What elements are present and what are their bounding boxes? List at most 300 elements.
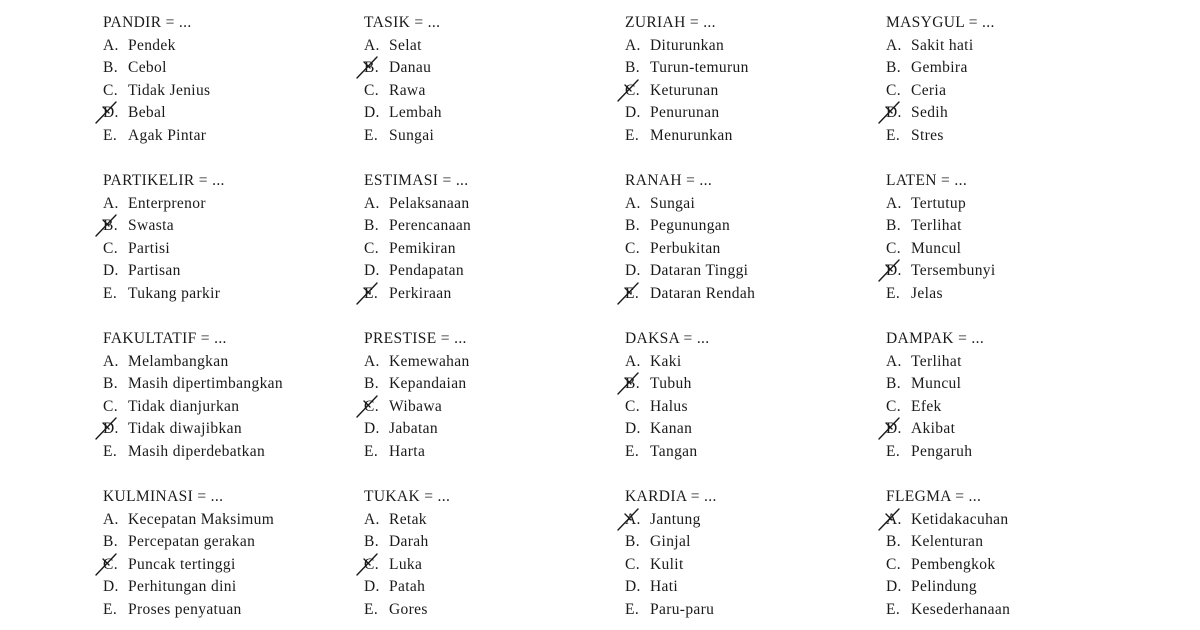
answer-option [625,283,875,306]
answer-option [886,554,1136,577]
answer-option [625,599,875,622]
option-letter [364,418,389,441]
option-letter-text: B. [103,59,118,77]
answer-option [886,193,1136,216]
option-letter [364,509,389,532]
option-text: Luka [389,555,423,573]
option-letter [625,283,650,306]
option-letter-text: E. [625,126,640,144]
question-block [364,170,614,306]
option-letter [886,35,911,58]
question-block [364,328,614,464]
option-letter-text: E. [364,442,379,460]
option-letter [103,193,128,216]
option-text: Kulit [650,555,684,573]
answer-option [364,260,614,283]
option-text: Menurunkan [650,126,733,144]
option-letter-text: D. [103,104,119,122]
answer-option [364,283,614,306]
option-letter-text: D. [364,262,380,280]
option-letter-text: C. [886,81,901,99]
option-text: Retak [389,510,427,528]
answer-option [625,554,875,577]
option-text: Pengaruh [911,442,973,460]
question-word: TASIK = ... [364,14,441,31]
answer-option [364,509,614,532]
option-letter-text: C. [625,239,640,257]
option-text: Gembira [911,59,968,77]
option-text: Tertutup [911,194,967,212]
option-letter [625,441,650,464]
question-block [103,328,353,464]
option-letter-text: D. [625,262,641,280]
option-letter-text: E. [103,442,118,460]
answer-option [364,418,614,441]
option-letter-text: C. [625,397,640,415]
option-letter [886,509,911,532]
option-letter-text: C. [886,239,901,257]
question-block [103,486,353,622]
option-text: Muncul [911,239,962,257]
option-letter [625,35,650,58]
option-text: Sakit hati [911,36,974,54]
question-word: RANAH = ... [625,172,713,189]
option-text: Akibat [911,420,956,438]
option-letter [103,599,128,622]
option-text: Lembah [389,104,442,122]
answer-option [364,238,614,261]
answer-option [103,57,353,80]
answer-option [103,418,353,441]
option-letter [886,102,911,125]
option-letter [886,531,911,554]
option-letter [886,351,911,374]
answer-option [103,396,353,419]
answer-option [886,351,1136,374]
option-text: Perkiraan [389,284,452,302]
answer-option [625,102,875,125]
answer-option [886,396,1136,419]
option-text: Selat [389,36,422,54]
option-letter [886,576,911,599]
option-text: Sungai [650,194,696,212]
answer-option [364,396,614,419]
option-text: Hati [650,578,679,596]
question-word: FAKULTATIF = ... [103,330,227,347]
option-text: Partisan [128,262,181,280]
option-letter [625,80,650,103]
question-word: DAKSA = ... [625,330,710,347]
option-letter [625,193,650,216]
option-letter-text: D. [625,104,641,122]
option-letter-text: A. [364,194,380,212]
option-text: Tidak Jenius [128,81,211,99]
option-letter-text: B. [103,533,118,551]
answer-option [364,441,614,464]
option-text: Enterprenor [128,194,206,212]
question-block [625,170,875,306]
option-text: Terlihat [911,352,962,370]
option-text: Dataran Rendah [650,284,756,302]
option-text: Darah [389,533,429,551]
answer-option [625,80,875,103]
option-text: Jelas [911,284,943,302]
option-letter [625,215,650,238]
option-letter-text: B. [364,375,379,393]
answer-option [625,576,875,599]
answer-option [103,599,353,622]
option-text: Efek [911,397,942,415]
option-letter [364,125,389,148]
option-text: Kepandaian [389,375,467,393]
option-letter-text: C. [886,397,901,415]
option-letter [103,418,128,441]
option-letter [364,193,389,216]
option-letter [364,441,389,464]
answer-option [364,351,614,374]
option-text: Pendapatan [389,262,464,280]
question-block [103,12,353,148]
question-block [886,12,1136,148]
option-letter-text: C. [364,81,379,99]
answer-option [103,238,353,261]
option-letter-text: E. [625,600,640,618]
option-letter [886,418,911,441]
option-letter-text: C. [364,239,379,257]
option-text: Keturunan [650,81,719,99]
question-block [886,170,1136,306]
answer-option [364,599,614,622]
question-word: DAMPAK = ... [886,330,985,347]
option-letter-text: A. [886,510,902,528]
answer-option [886,373,1136,396]
option-letter-text: D. [625,578,641,596]
option-letter [625,260,650,283]
option-letter [364,599,389,622]
option-letter-text: C. [364,555,379,573]
option-letter-text: C. [103,397,118,415]
option-letter-text: A. [364,36,380,54]
option-letter [886,599,911,622]
option-letter-text: B. [103,217,118,235]
option-text: Pembengkok [911,555,996,573]
option-text: Swasta [128,217,175,235]
option-letter [364,373,389,396]
option-text: Muncul [911,375,962,393]
option-letter [886,215,911,238]
question-word: KARDIA = ... [625,488,717,505]
answer-option [886,260,1136,283]
option-letter-text: B. [886,217,901,235]
question-word: PRESTISE = ... [364,330,467,347]
option-letter-text: C. [886,555,901,573]
question-block [625,328,875,464]
answer-option [886,215,1136,238]
option-letter-text: E. [886,600,901,618]
option-letter [625,554,650,577]
answer-option [364,531,614,554]
option-letter-text: C. [625,555,640,573]
answer-option [625,260,875,283]
option-letter-text: C. [625,81,640,99]
option-text: Stres [911,126,944,144]
answer-option [886,283,1136,306]
option-letter [625,418,650,441]
answer-option [625,418,875,441]
option-letter-text: D. [103,578,119,596]
answer-option [364,35,614,58]
question-word: PARTIKELIR = ... [103,172,225,189]
option-text: Melambangkan [128,352,229,370]
option-letter-text: E. [625,442,640,460]
question-word: KULMINASI = ... [103,488,224,505]
answer-option [886,418,1136,441]
option-letter-text: C. [103,555,118,573]
option-text: Kaki [650,352,682,370]
option-letter-text: D. [625,420,641,438]
option-letter-text: E. [103,284,118,302]
option-text: Pendek [128,36,176,54]
option-text: Pemikiran [389,239,456,257]
option-text: Perencanaan [389,217,472,235]
option-letter [364,80,389,103]
option-letter-text: B. [625,217,640,235]
answer-option [886,102,1136,125]
question-block [364,12,614,148]
option-letter [103,35,128,58]
answer-option [625,125,875,148]
answer-option [625,531,875,554]
answer-option [625,35,875,58]
question-word: TUKAK = ... [364,488,451,505]
option-letter-text: D. [886,578,902,596]
option-letter [364,283,389,306]
answer-option [103,102,353,125]
answer-option [364,102,614,125]
option-letter-text: D. [886,262,902,280]
question-word: FLEGMA = ... [886,488,982,505]
option-letter [103,238,128,261]
option-letter-text: C. [364,397,379,415]
option-letter-text: D. [103,262,119,280]
option-letter-text: B. [625,375,640,393]
option-text: Danau [389,59,432,77]
option-text: Ginjal [650,533,691,551]
question-block [886,486,1136,622]
option-text: Sedih [911,104,949,122]
answer-option [364,125,614,148]
option-letter-text: E. [886,284,901,302]
option-letter [103,509,128,532]
option-letter-text: B. [886,59,901,77]
answer-option [364,80,614,103]
answer-option [103,260,353,283]
option-letter-text: E. [364,126,379,144]
question-word: ZURIAH = ... [625,14,716,31]
option-text: Masih diperdebatkan [128,442,266,460]
option-letter-text: B. [886,533,901,551]
answer-option [886,238,1136,261]
option-letter [103,260,128,283]
option-letter [103,576,128,599]
option-letter [625,125,650,148]
answer-option [364,373,614,396]
option-text: Pelindung [911,578,978,596]
answer-option [103,193,353,216]
option-letter-text: B. [886,375,901,393]
option-letter [625,396,650,419]
option-letter [625,102,650,125]
answer-option [103,215,353,238]
option-text: Perhitungan dini [128,578,237,596]
option-letter-text: A. [886,194,902,212]
question-block [103,170,353,306]
option-letter-text: B. [625,533,640,551]
option-letter-text: B. [103,375,118,393]
option-text: Diturunkan [650,36,725,54]
option-text: Kanan [650,420,693,438]
option-text: Partisi [128,239,171,257]
option-letter [625,509,650,532]
option-text: Kecepatan Maksimum [128,510,275,528]
option-letter [103,57,128,80]
option-text: Tubuh [650,375,692,393]
option-text: Wibawa [389,397,443,415]
option-letter-text: E. [625,284,640,302]
option-letter-text: E. [886,442,901,460]
option-letter [625,576,650,599]
option-letter [103,283,128,306]
option-letter [886,57,911,80]
question-block [625,486,875,622]
option-letter [364,35,389,58]
option-letter [103,351,128,374]
question-word: LATEN = ... [886,172,968,189]
option-letter [625,57,650,80]
option-letter [103,102,128,125]
option-text: Puncak tertinggi [128,555,236,573]
option-letter-text: A. [103,36,119,54]
option-letter-text: A. [886,36,902,54]
option-text: Kemewahan [389,352,470,370]
option-letter [625,599,650,622]
answer-option [103,283,353,306]
option-letter [103,554,128,577]
option-letter-text: E. [103,600,118,618]
option-letter [886,441,911,464]
option-text: Turun-temurun [650,59,749,77]
option-text: Masih dipertimbangkan [128,375,284,393]
option-letter [886,80,911,103]
option-letter-text: E. [103,126,118,144]
option-letter-text: A. [625,36,641,54]
option-text: Gores [389,600,428,618]
option-letter-text: A. [103,510,119,528]
option-letter-text: E. [364,600,379,618]
option-text: Percepatan gerakan [128,533,256,551]
option-letter [364,351,389,374]
option-letter-text: D. [886,420,902,438]
option-text: Ketidakacuhan [911,510,1009,528]
answer-option [625,396,875,419]
option-letter-text: A. [886,352,902,370]
option-letter [625,238,650,261]
answer-option [103,373,353,396]
option-text: Harta [389,442,426,460]
answer-option [625,351,875,374]
option-letter [364,531,389,554]
option-letter [103,80,128,103]
option-text: Cebol [128,59,167,77]
option-letter [364,260,389,283]
option-text: Perbukitan [650,239,721,257]
question-word: ESTIMASI = ... [364,172,469,189]
option-letter-text: E. [886,126,901,144]
answer-option [625,509,875,532]
answer-option [103,531,353,554]
answer-option [886,599,1136,622]
option-letter [103,215,128,238]
option-text: Patah [389,578,426,596]
option-letter [886,554,911,577]
option-text: Terlihat [911,217,962,235]
answer-option [364,215,614,238]
option-letter [103,396,128,419]
option-text: Tukang parkir [128,284,221,302]
option-text: Dataran Tinggi [650,262,749,280]
answer-option [886,441,1136,464]
option-letter [103,531,128,554]
option-text: Jabatan [389,420,438,438]
option-letter [886,193,911,216]
option-text: Kelenturan [911,533,984,551]
option-letter [103,373,128,396]
option-letter [625,351,650,374]
answer-option [103,441,353,464]
answer-option [103,80,353,103]
answer-option [625,373,875,396]
option-text: Pelaksanaan [389,194,470,212]
option-text: Pegunungan [650,217,731,235]
answer-option [625,238,875,261]
option-text: Halus [650,397,688,415]
option-letter-text: C. [103,81,118,99]
option-letter [886,283,911,306]
answer-option [364,57,614,80]
option-letter [625,531,650,554]
answer-option [103,125,353,148]
option-text: Sungai [389,126,435,144]
option-letter-text: D. [364,578,380,596]
option-text: Rawa [389,81,426,99]
option-letter [364,238,389,261]
option-text: Agak Pintar [128,126,207,144]
option-letter-text: A. [103,352,119,370]
option-letter [103,441,128,464]
answer-option [886,80,1136,103]
answer-option [364,576,614,599]
option-letter-text: D. [364,104,380,122]
option-letter-text: A. [103,194,119,212]
option-letter-text: D. [364,420,380,438]
option-letter [364,215,389,238]
option-letter [103,125,128,148]
option-text: Jantung [650,510,701,528]
option-letter [625,373,650,396]
answer-option [886,509,1136,532]
option-letter [364,576,389,599]
question-block [364,486,614,622]
